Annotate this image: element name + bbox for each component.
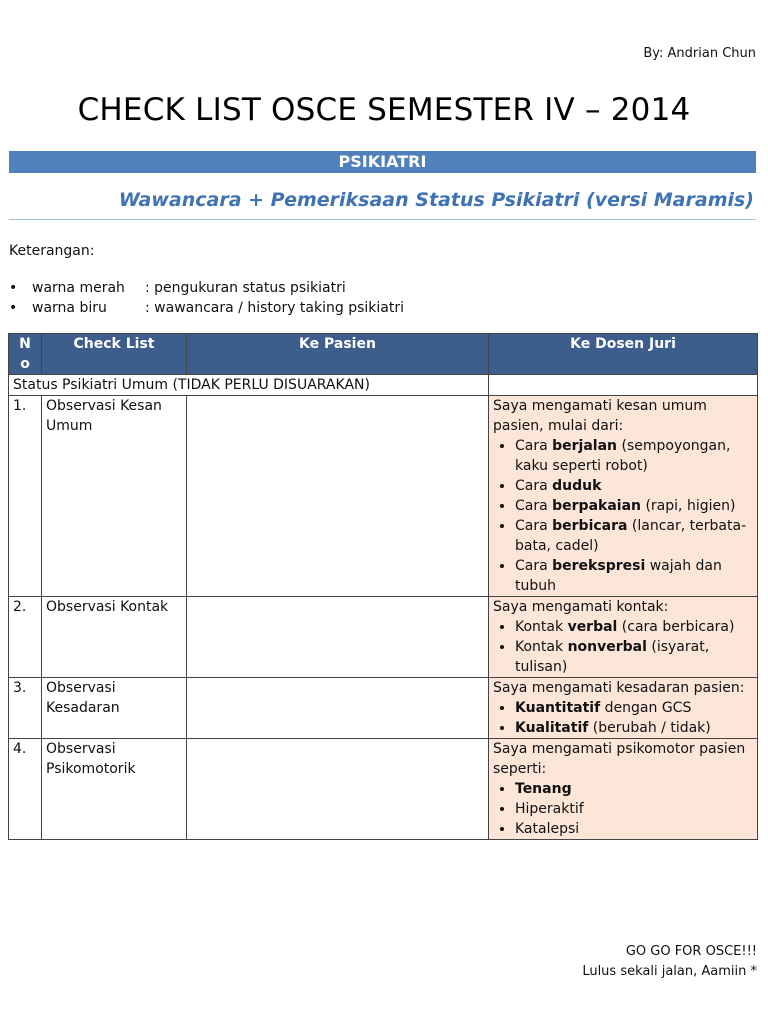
list-item: • Kontak verbal (cara berbicara) (515, 617, 753, 637)
document-title: CHECK LIST OSCE SEMESTER IV – 2014 (77, 92, 691, 128)
row-ke-dosen-juri (489, 678, 758, 739)
bullet-icon: • (9, 280, 18, 296)
section-label: Status Psikiatri Umum (TIDAK PERLU DISUARAKAN) (9, 375, 489, 396)
dosen-intro: Saya mengamati kesan umum pasien, mulai dari: (493, 398, 707, 434)
dosen-intro: Saya mengamati kontak: (493, 599, 669, 615)
table-row (9, 678, 758, 739)
list-item: • Katalepsi (515, 819, 753, 839)
checklist-table (8, 333, 758, 840)
legend-item (9, 298, 404, 318)
list-item: • Kontak nonverbal (isyarat, tulisan) (515, 637, 753, 677)
row-number: 4. (9, 739, 42, 840)
list-item: • Cara berjalan (sempoyongan, kaku seperti robot) (515, 436, 753, 476)
bullet-icon: • (9, 300, 18, 316)
dosen-bullet-list (493, 617, 753, 677)
row-ke-pasien (187, 597, 489, 678)
legend-item (9, 278, 404, 298)
list-item: • Cara berbicara (lancar, terbata-bata, cadel) (515, 516, 753, 556)
list-item: • Tenang (515, 779, 753, 799)
section-empty-cell (489, 375, 758, 396)
footer-note (582, 942, 757, 982)
table-row (9, 396, 758, 597)
list-item: • Cara duduk (515, 476, 753, 496)
legend-value: : wawancara / history taking psikiatri (145, 300, 404, 316)
list-item: • Cara berekspresi wajah dan tubuh (515, 556, 753, 596)
table-row (9, 739, 758, 840)
table-row (9, 597, 758, 678)
footer-line: Lulus sekali jalan, Aamiin * (582, 964, 757, 979)
row-checklist: Observasi Kontak (42, 597, 187, 678)
row-ke-dosen-juri (489, 597, 758, 678)
table-header-row (9, 334, 758, 375)
legend-value: : pengukuran status psikiatri (145, 280, 346, 296)
row-number: 1. (9, 396, 42, 597)
dosen-bullet-list (493, 698, 753, 738)
author-credit: By: Andrian Chun (643, 46, 756, 61)
footer-line: GO GO FOR OSCE!!! (625, 944, 757, 959)
row-checklist: Observasi Kesadaran (42, 678, 187, 739)
row-number: 2. (9, 597, 42, 678)
row-ke-dosen-juri (489, 396, 758, 597)
list-item: • Kuantitatif dengan GCS (515, 698, 753, 718)
notes-label: Keterangan: (9, 243, 95, 259)
row-ke-pasien (187, 678, 489, 739)
document-subtitle: Wawancara + Pemeriksaan Status Psikiatri (versi Maramis) (118, 189, 754, 211)
dosen-intro: Saya mengamati kesadaran pasien: (493, 680, 745, 696)
subtitle-divider (9, 219, 756, 220)
header-ke-pasien: Ke Pasien (187, 334, 489, 375)
section-row (9, 375, 758, 396)
dosen-intro: Saya mengamati psikomotor pasien seperti: (493, 741, 746, 777)
row-checklist: Observasi Psikomotorik (42, 739, 187, 840)
list-item: • Hiperaktif (515, 799, 753, 819)
row-checklist: Observasi Kesan Umum (42, 396, 187, 597)
row-number: 3. (9, 678, 42, 739)
row-ke-pasien (187, 396, 489, 597)
list-item: • Cara berpakaian (rapi, higien) (515, 496, 753, 516)
row-ke-pasien (187, 739, 489, 840)
row-ke-dosen-juri (489, 739, 758, 840)
legend-key: warna biru (32, 300, 107, 316)
section-banner: PSIKIATRI (9, 151, 756, 173)
legend-key: warna merah (32, 280, 125, 296)
dosen-bullet-list (493, 779, 753, 839)
header-no: N o (9, 334, 42, 375)
header-checklist: Check List (42, 334, 187, 375)
notes-legend (9, 278, 404, 318)
dosen-bullet-list (493, 436, 753, 596)
list-item: • Kualitatif (berubah / tidak) (515, 718, 753, 738)
header-ke-dosen-juri: Ke Dosen Juri (489, 334, 758, 375)
